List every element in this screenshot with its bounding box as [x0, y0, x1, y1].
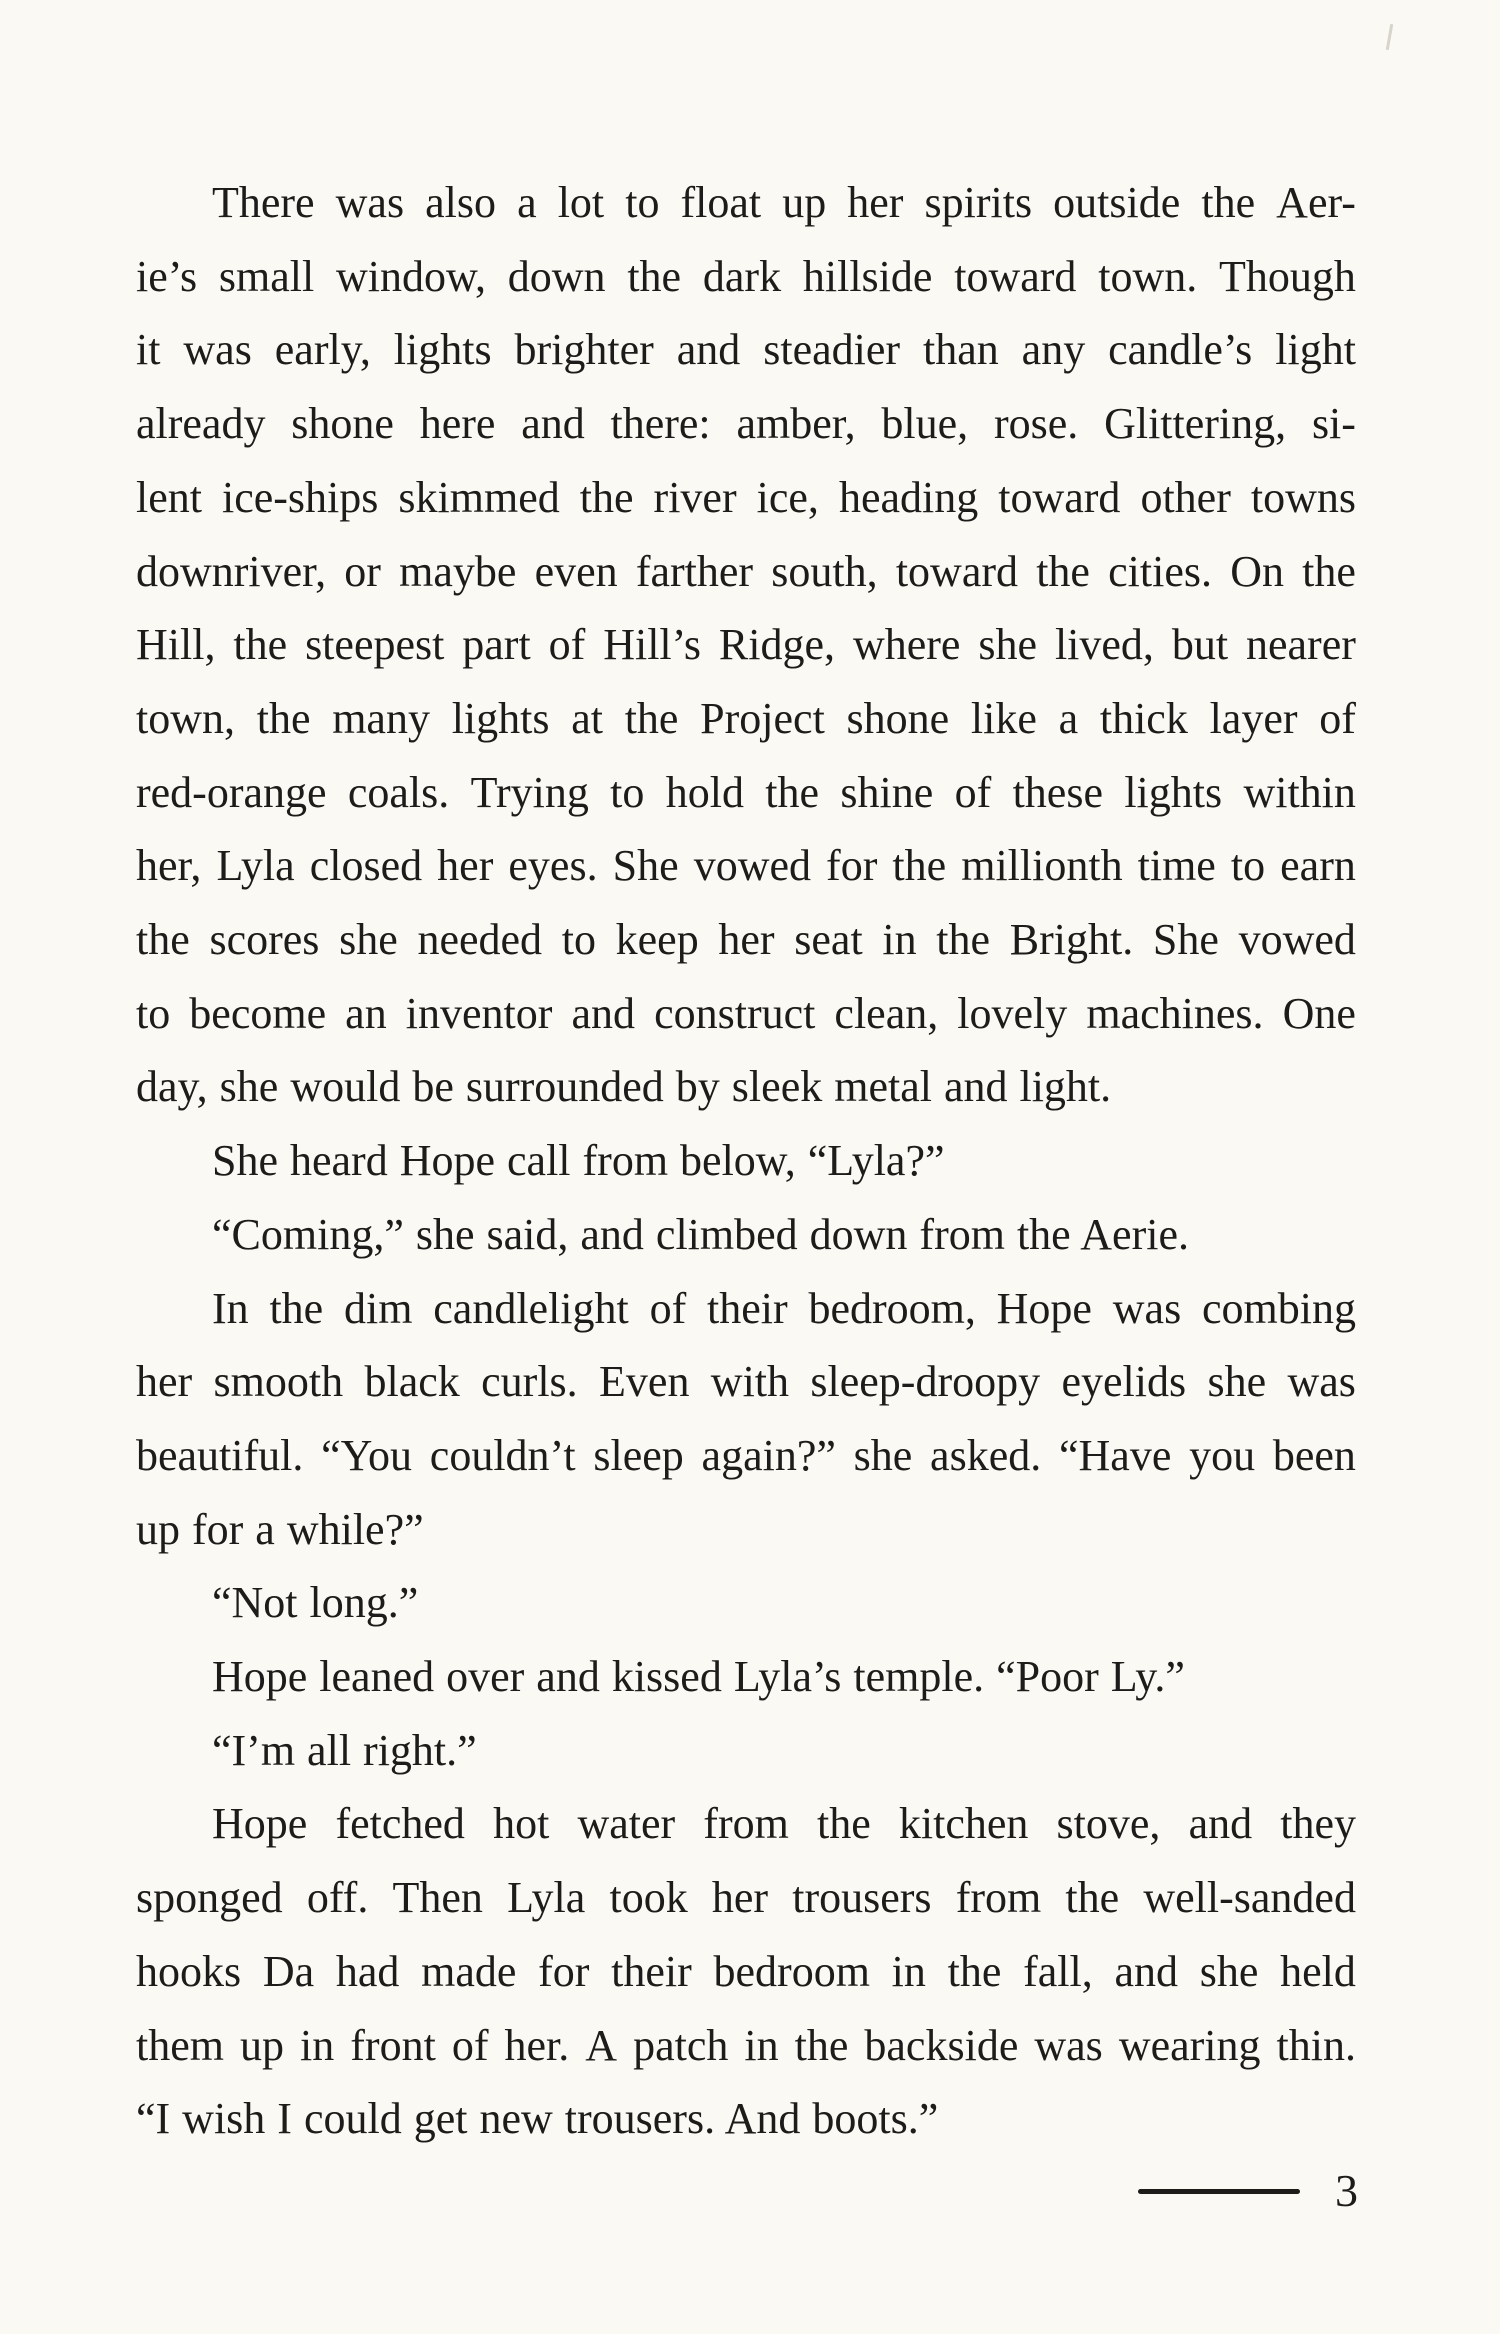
- text-line: red-orange coals. Trying to hold the shine of these lights within: [136, 767, 1356, 817]
- text-line: beautiful. “You couldn’t sleep again?” she asked. “Have you been: [136, 1430, 1356, 1480]
- text-line: to become an inventor and construct clean, lovely machines. One: [136, 988, 1356, 1038]
- footer-rule: [1138, 2189, 1300, 2194]
- text-line: lent ice-ships skimmed the river ice, heading toward other towns: [136, 472, 1356, 522]
- text-line: her smooth black curls. Even with sleep-droopy eyelids she was: [136, 1357, 1356, 1407]
- text-line: In the dim candlelight of their bedroom, Hope was combing: [212, 1283, 1356, 1333]
- page-number: 3: [1335, 2165, 1358, 2216]
- text-line: She heard Hope call from below, “Lyla?”: [212, 1136, 945, 1186]
- text-line: already shone here and there: amber, blue, rose. Glittering, si-: [136, 399, 1356, 449]
- text-line: “I wish I could get new trousers. And boots.”: [136, 2094, 939, 2144]
- text-line: them up in front of her. A patch in the backside was wearing thin.: [136, 2020, 1356, 2070]
- text-line: hooks Da had made for their bedroom in the fall, and she held: [136, 1946, 1356, 1996]
- text-line: “Not long.”: [212, 1578, 419, 1628]
- text-line: day, she would be surrounded by sleek metal and light.: [136, 1062, 1112, 1112]
- text-line: it was early, lights brighter and steadier than any candle’s light: [136, 325, 1356, 375]
- text-line: Hill, the steepest part of Hill’s Ridge, where she lived, but nearer: [136, 620, 1356, 670]
- text-line: There was also a lot to float up her spirits outside the Aer-: [212, 178, 1356, 227]
- text-line: her, Lyla closed her eyes. She vowed for the millionth time to earn: [136, 841, 1356, 891]
- text-line: the scores she needed to keep her seat in the Bright. She vowed: [136, 915, 1356, 964]
- text-line: up for a while?”: [136, 1504, 424, 1554]
- margin-mark: [1386, 24, 1393, 50]
- text-line: “Coming,” she said, and climbed down from the Aerie.: [212, 1209, 1189, 1259]
- text-line: downriver, or maybe even farther south, toward the cities. On the: [136, 546, 1356, 596]
- text-line: “I’m all right.”: [212, 1725, 477, 1775]
- page-footer: [1138, 2161, 1358, 2231]
- text-line: ie’s small window, down the dark hillside toward town. Though: [136, 251, 1356, 301]
- text-line: Hope leaned over and kissed Lyla’s temple. “Poor Ly.”: [212, 1652, 1185, 1701]
- text-line: sponged off. Then Lyla took her trousers from the well-sanded: [136, 1873, 1356, 1923]
- text-line: Hope fetched hot water from the kitchen stove, and they: [212, 1799, 1356, 1849]
- text-line: town, the many lights at the Project shone like a thick layer of: [136, 693, 1356, 743]
